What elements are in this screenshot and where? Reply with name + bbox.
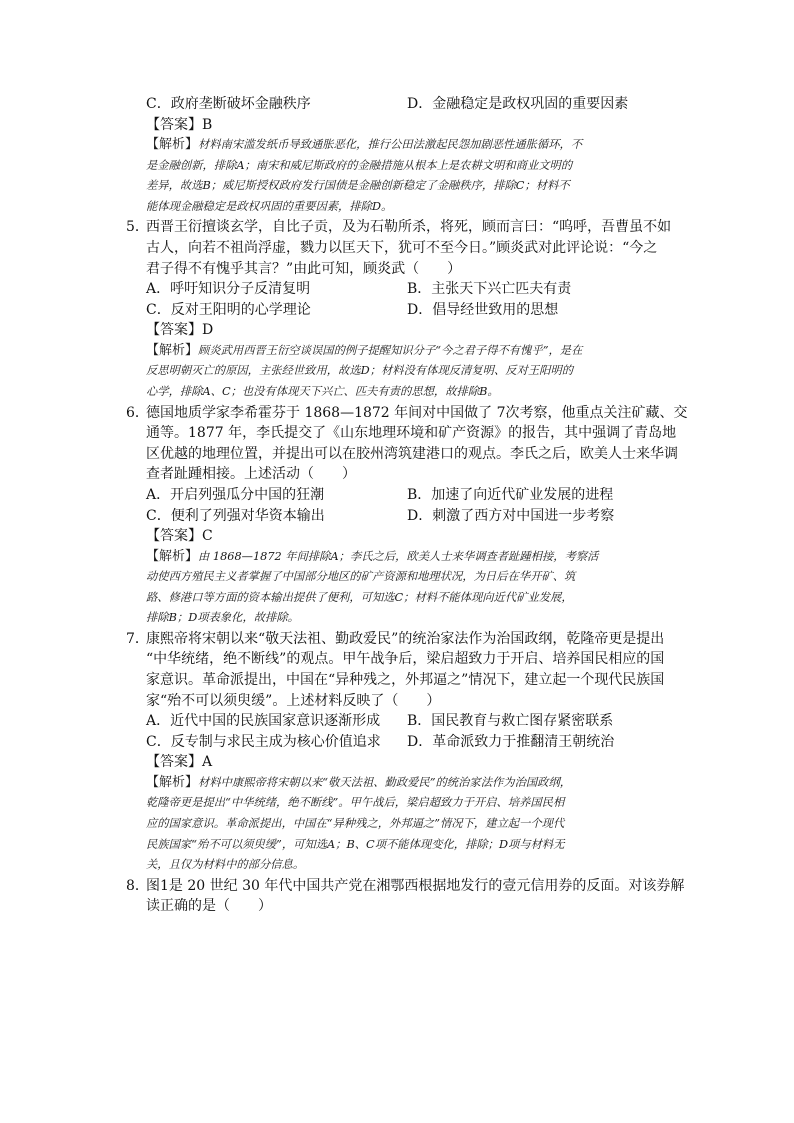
q5-options-cd	[126, 300, 676, 321]
q4-option-c[interactable]: C．政府垄断破坏金融秩序	[146, 96, 311, 112]
q7-answer: 【答案】A	[146, 754, 213, 771]
q4-explanation-line-2: 是金融创新，排除A；南宋和威尼斯政府的金融措施从根本上是农耕文明和商业文明的	[146, 158, 573, 172]
q7-options-cd	[126, 732, 676, 753]
q5-option-d[interactable]: D．倡导经世致用的思想	[407, 301, 559, 318]
q6-options-ab	[126, 485, 676, 506]
q6-option-d[interactable]: D．刺激了西方对中国进一步考察	[407, 507, 615, 524]
q4-option-d[interactable]: D．金融稳定是政权巩固的重要因素	[407, 96, 629, 112]
q6-option-b[interactable]: B．加速了向近代矿业发展的进程	[407, 486, 614, 503]
q4-explanation-line-3: 差异，故选B；威尼斯授权政府发行国债是金融创新稳定了金融秩序，排除C；材料不	[146, 179, 570, 193]
q6-number: 6．	[126, 404, 149, 421]
q6-stem-line-4: 查者趾踵相接。上述活动（ ）	[146, 466, 356, 483]
q6-explanation-tag: 【解析】	[146, 548, 199, 564]
q7-explanation-line-1: 【解析】材料中康熙帝将宋朝以来“敬天法祖、勤政爱民”的统治家法作为治国政纲，	[146, 774, 572, 790]
q5-stem-line-1: 5．西晋王衍擅谈玄学，自比子贡，及为石勒所杀，将死，顾而言曰：“呜呼，吾曹虽不如	[126, 217, 676, 238]
q6-stem-line-3: 区优越的地理位置，并提出可以在胶州湾筑建港口的观点。李氏之后，欧美人士来华调	[146, 445, 678, 462]
q5-option-b[interactable]: B．主张天下兴亡匹夫有责	[407, 281, 572, 298]
q6-explanation-line-2: 动使西方殖民主义者掌握了中国部分地区的矿产资源和地理状况，为日后在华开矿、筑	[146, 570, 576, 584]
q7-explanation-line-5: 关，且仅为材料中的部分信息。	[146, 858, 305, 872]
q6-answer: 【答案】C	[146, 528, 213, 545]
q6-option-c[interactable]: C．便利了列强对华资本输出	[146, 507, 325, 524]
q6-explanation-line-4: 排除B；D项表象化，故排除。	[146, 611, 299, 625]
q7-option-c[interactable]: C．反专制与求民主成为核心价值追求	[146, 733, 381, 750]
q6-option-a[interactable]: A．开启列强瓜分中国的狂潮	[146, 486, 325, 503]
q5-explanation-line-3: 心学，排除A、C；也没有体现天下兴亡、匹夫有责的思想，故排除B。	[146, 384, 499, 398]
q4-explanation-line-1: 【解析】材料南宋滥发纸币导致通胀恶化，推行公田法激起民怨加剧恶性通胀循环，不	[146, 137, 583, 152]
q7-stem-line-1: 7．康熙帝将宋朝以来“敬天法祖、勤政爱民”的统治家法作为治国政纲，乾隆帝更是提出	[126, 629, 676, 650]
q4-explanation-line-4: 能体现金融稳定是政权巩固的重要因素，排除D。	[146, 199, 393, 213]
q6-explanation-line-1: 【解析】由 1868—1872 年间排除A；李氏之后，欧美人士来华调查者趾踵相接，考察活	[146, 548, 599, 564]
q5-answer: 【答案】D	[146, 322, 214, 339]
q5-option-a[interactable]: A．呼吁知识分子反清复明	[146, 281, 311, 298]
q7-explanation-tag: 【解析】	[146, 774, 199, 790]
q5-stem-line-2: 古人，向若不祖尚浮虚，戮力以匡天下，犹可不至今日。”顾炎武对此评论说：“今之	[146, 239, 658, 256]
q8-number: 8．	[126, 877, 149, 894]
q5-explanation-line-2: 反思明朝灭亡的原因，主张经世致用，故选D；材料没有体现反清复明、反对王阳明的	[146, 364, 574, 378]
q4-explanation-tag: 【解析】	[146, 137, 199, 152]
q7-option-a[interactable]: A．近代中国的民族国家意识逐渐形成	[146, 713, 381, 730]
q7-option-d[interactable]: D．革命派致力于推翻清王朝统治	[407, 733, 615, 750]
q8-stem-line-1: 8．图1是 20 世纪 30 年代中国共产党在湘鄂西根据地发行的壹元信用券的反面。对该券解	[126, 876, 676, 897]
q7-explanation-line-2: 乾隆帝更是提出“中华统绪，绝不断线”。甲午战后，梁启超致力于开启、培养国民相	[146, 796, 565, 810]
q7-stem-line-4: 家“殆不可以须臾缓”。上述材料反映了（ ）	[146, 692, 441, 709]
q7-options-ab	[126, 711, 676, 732]
q5-number: 5．	[126, 219, 149, 236]
q7-explanation-line-3: 应的国家意识。革命派提出，中国在“异种残之，外邦逼之”情况下，建立起一个现代	[146, 817, 565, 831]
q6-options-cd	[126, 506, 676, 527]
q7-stem-line-2: “中华统绪，绝不断线”的观点。甲午战争后，梁启超致力于开启、培养国民相应的国	[146, 651, 665, 668]
q8-stem-line-2: 读正确的是（ ）	[146, 898, 272, 915]
q6-stem-line-1: 6．德国地质学家李希霍芬于 1868—1872 年间对中国做了 7次考察，他重点关注矿藏、交	[126, 403, 676, 424]
q5-explanation-tag: 【解析】	[146, 342, 199, 358]
q5-option-c[interactable]: C．反对王阳明的心学理论	[146, 301, 311, 318]
q4-answer: 【答案】B	[146, 116, 213, 133]
q5-explanation-line-1: 【解析】顾炎武用西晋王衍空谈误国的例子提醒知识分子“今之君子得不有愧乎”，是在	[146, 342, 583, 358]
q6-stem-line-2: 通等。1877 年，李氏提交了《山东地理环境和矿产资源》的报告，其中强调了青岛地	[146, 425, 677, 442]
q5-options-ab	[126, 279, 676, 300]
q6-explanation-line-3: 路、修港口等方面的资本输出提供了便利，可知选C；材料不能体现向近代矿业发展，	[146, 590, 573, 604]
q5-stem-line-3: 君子得不有愧乎其言？”由此可知，顾炎武（ ）	[146, 260, 462, 277]
q7-option-b[interactable]: B．国民教育与救亡图存紧密联系	[407, 713, 614, 730]
q7-number: 7．	[126, 630, 149, 647]
q4-options-cd	[126, 94, 676, 115]
q7-explanation-line-4: 民族国家“殆不可以须臾缓”，可知选A；B、C项不能体现变化，排除；D项与材料无	[146, 837, 565, 851]
q7-stem-line-3: 家意识。革命派提出，中国在“异种残之，外邦逼之”情况下，建立起一个现代民族国	[146, 672, 665, 689]
exam-page	[126, 94, 688, 917]
